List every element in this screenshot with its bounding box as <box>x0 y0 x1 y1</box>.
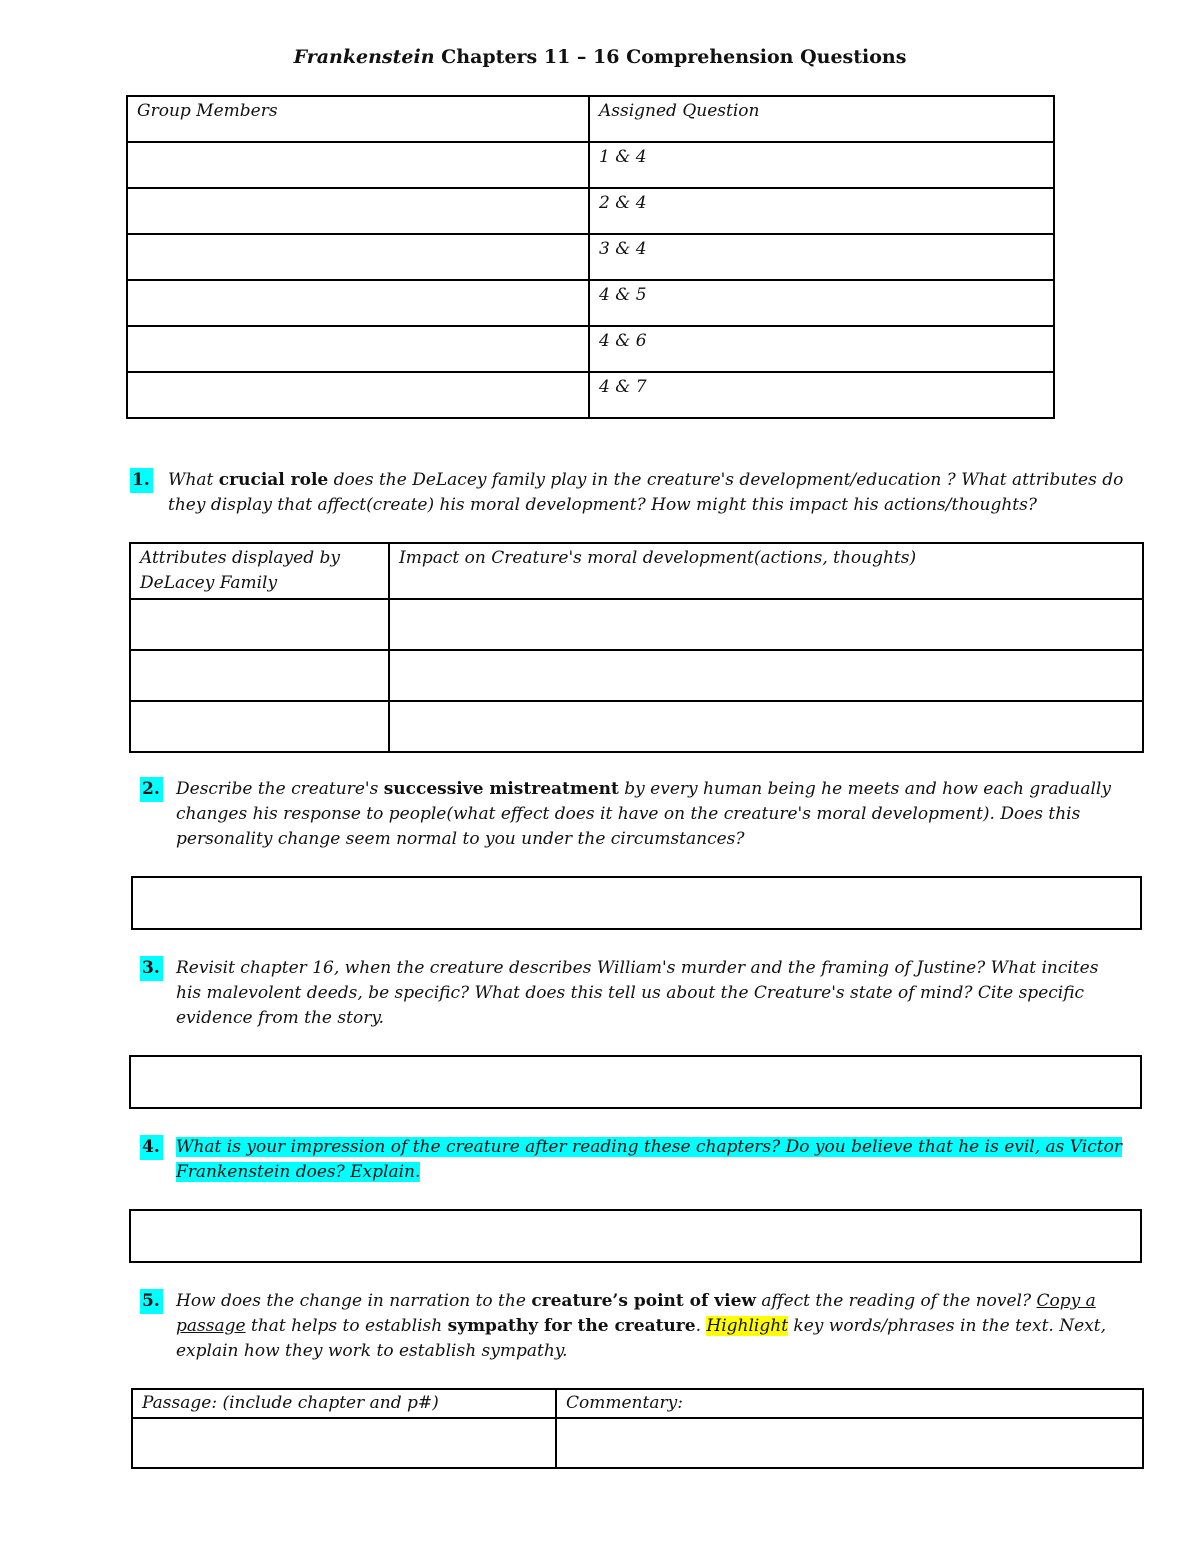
question-text <box>176 1135 1126 1185</box>
header-group-members: Group Members <box>127 96 589 142</box>
header-commentary: Commentary: <box>556 1389 1143 1418</box>
table-row <box>130 650 1143 701</box>
highlighted-text: Highlight <box>706 1316 789 1336</box>
table-row <box>130 701 1143 752</box>
table-header-row <box>130 543 1143 599</box>
assigned-question-cell: 1 & 4 <box>589 142 1054 188</box>
impact-cell[interactable] <box>389 650 1143 701</box>
question-2 <box>142 777 1126 852</box>
assigned-question-cell: 2 & 4 <box>589 188 1054 234</box>
impact-cell[interactable] <box>389 599 1143 650</box>
table-row <box>127 188 1054 234</box>
group-member-cell[interactable] <box>127 188 589 234</box>
header-attributes: Attributes displayed by DeLacey Family <box>130 543 389 599</box>
table-row <box>132 1418 1143 1468</box>
text-run: How does the change in narration to the <box>176 1291 532 1311</box>
title-italic: Frankenstein <box>293 46 435 68</box>
question-text: Revisit chapter 16, when the creature describes William's murder and the framing of Justine? What incites his malevolent deeds, be specific? What does this tell us about the Creature's state of mind? Cite specific evidence from the story. <box>176 958 1099 1028</box>
group-member-cell[interactable] <box>127 142 589 188</box>
question-number: 3. <box>140 956 163 981</box>
q4-answer-box[interactable] <box>129 1209 1142 1263</box>
attribute-cell[interactable] <box>130 650 389 701</box>
title-rest: Chapters 11 – 16 Comprehension Questions <box>434 46 907 68</box>
question-number: 5. <box>140 1289 163 1314</box>
underlined-text: Copy a passage <box>176 1291 1096 1336</box>
q5-passage-table <box>131 1388 1144 1469</box>
text-run: by every human being he meets and how each gradually changes his response to people(what effect does it have on the creature's moral development). Does this personality change seem normal to you under the circumstances? <box>176 779 1111 849</box>
assigned-question-cell: 3 & 4 <box>589 234 1054 280</box>
group-members-table <box>126 95 1055 419</box>
table-row <box>130 599 1143 650</box>
assigned-question-cell: 4 & 5 <box>589 280 1054 326</box>
question-3 <box>142 956 1126 1031</box>
group-member-cell[interactable] <box>127 326 589 372</box>
question-4 <box>142 1135 1126 1185</box>
header-assigned-question: Assigned Question <box>589 96 1054 142</box>
bold-run: crucial role <box>218 470 329 490</box>
q1-attributes-table <box>129 542 1144 753</box>
question-text <box>168 468 1143 518</box>
table-row <box>127 326 1054 372</box>
page-title <box>0 46 1200 68</box>
question-1 <box>132 468 1143 518</box>
question-number: 2. <box>140 777 163 802</box>
group-member-cell[interactable] <box>127 280 589 326</box>
table-row <box>127 280 1054 326</box>
text-run: . <box>695 1316 707 1336</box>
table-header-row <box>127 96 1054 142</box>
table-row <box>127 372 1054 418</box>
header-passage: Passage: (include chapter and p#) <box>132 1389 556 1418</box>
table-row <box>127 142 1054 188</box>
highlighted-text: What is your impression of the creature after reading these chapters? Do you believe that he is evil, as Victor Frankenstein does? Explain. <box>176 1137 1122 1182</box>
bold-run: creature’s point of view <box>531 1291 757 1311</box>
table-row <box>127 234 1054 280</box>
question-text <box>176 1289 1136 1364</box>
text-run: affect the reading of the novel? <box>756 1291 1037 1311</box>
text-run: key words/phrases in the text. Next, explain how they work to establish sympathy. <box>176 1316 1106 1361</box>
question-text <box>176 777 1126 852</box>
text-run: Describe the creature's <box>176 779 384 799</box>
bold-run: sympathy for the creature <box>447 1316 696 1336</box>
text-run: What <box>168 470 219 490</box>
q2-answer-box[interactable] <box>131 876 1142 930</box>
assigned-question-cell: 4 & 6 <box>589 326 1054 372</box>
question-5 <box>142 1289 1136 1364</box>
group-member-cell[interactable] <box>127 234 589 280</box>
q3-answer-box[interactable] <box>129 1055 1142 1109</box>
question-number: 4. <box>140 1135 163 1160</box>
question-number: 1. <box>130 468 153 493</box>
attribute-cell[interactable] <box>130 701 389 752</box>
impact-cell[interactable] <box>389 701 1143 752</box>
text-run: that helps to establish <box>245 1316 448 1336</box>
text-run: does the DeLacey family play in the creature's development/education ? What attributes do they display that affect(create) his moral development? How might this impact his actions/thoughts? <box>168 470 1124 515</box>
passage-cell[interactable] <box>132 1418 556 1468</box>
group-member-cell[interactable] <box>127 372 589 418</box>
commentary-cell[interactable] <box>556 1418 1143 1468</box>
assigned-question-cell: 4 & 7 <box>589 372 1054 418</box>
bold-run: successive mistreatment <box>383 779 619 799</box>
attribute-cell[interactable] <box>130 599 389 650</box>
table-header-row <box>132 1389 1143 1418</box>
header-impact: Impact on Creature's moral development(actions, thoughts) <box>389 543 1143 599</box>
